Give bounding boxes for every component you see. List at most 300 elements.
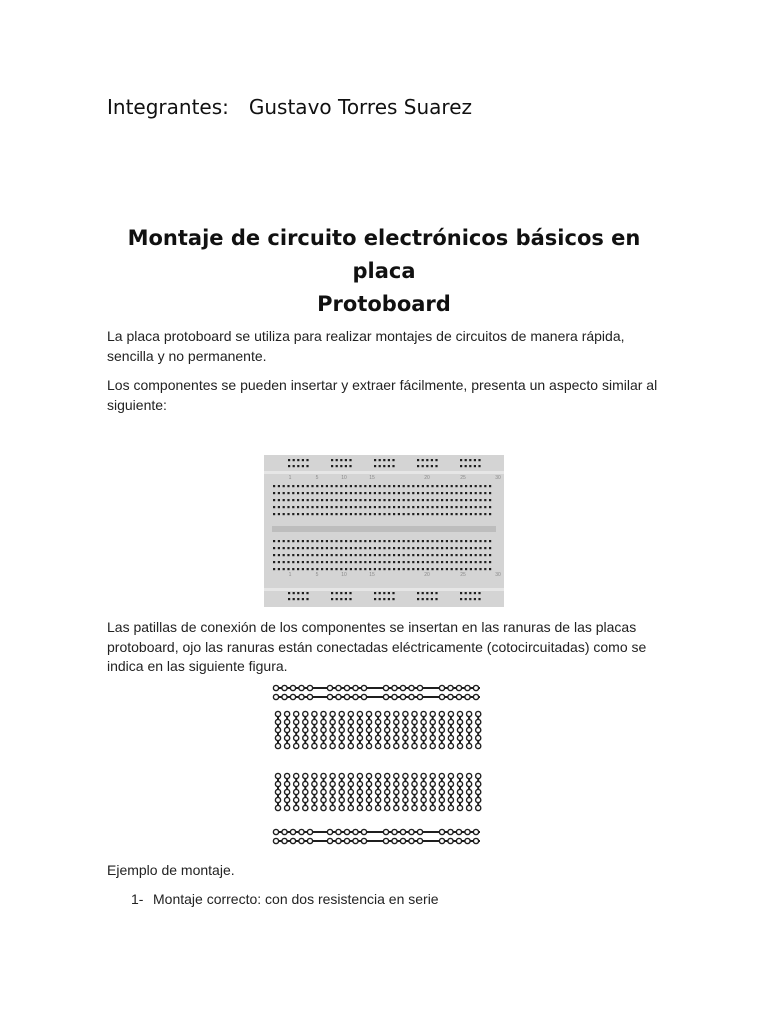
rail-node — [392, 829, 397, 834]
column-node — [394, 719, 399, 724]
column-node — [330, 797, 335, 802]
rail-node — [273, 838, 278, 843]
rail-node — [290, 685, 295, 690]
column-label: 25 — [460, 475, 466, 481]
column-node — [275, 735, 280, 740]
column-node — [330, 711, 335, 716]
terminal-hole — [335, 568, 337, 570]
column-node — [312, 727, 317, 732]
terminal-hole — [479, 492, 481, 494]
list-item-text: Montaje correcto: con dos resistencia en serie — [153, 891, 439, 907]
terminal-hole — [273, 492, 275, 494]
column-node — [430, 719, 435, 724]
column-node — [321, 789, 326, 794]
terminal-hole — [316, 568, 318, 570]
rail-node — [465, 694, 470, 699]
column-node — [348, 735, 353, 740]
rail-node — [456, 838, 461, 843]
column-node — [421, 743, 426, 748]
terminal-hole — [331, 513, 333, 515]
rail-node — [353, 829, 358, 834]
terminal-hole — [379, 568, 381, 570]
terminal-hole — [331, 540, 333, 542]
terminal-hole — [273, 485, 275, 487]
terminal-hole — [451, 492, 453, 494]
terminal-hole — [369, 513, 371, 515]
column-node — [303, 719, 308, 724]
terminal-hole — [484, 513, 486, 515]
column-node — [376, 735, 381, 740]
terminal-hole — [364, 485, 366, 487]
terminal-hole — [278, 540, 280, 542]
rail-hole — [383, 592, 385, 594]
column-node — [421, 773, 426, 778]
rail-hole — [293, 598, 295, 600]
column-node — [294, 727, 299, 732]
rail-hole — [460, 598, 462, 600]
rail-hole — [388, 465, 390, 467]
column-node — [357, 805, 362, 810]
column-label: 30 — [495, 475, 501, 481]
rail-hole — [422, 459, 424, 461]
terminal-hole — [470, 499, 472, 501]
column-node — [439, 781, 444, 786]
rail-hole — [417, 465, 419, 467]
terminal-hole — [359, 492, 361, 494]
terminal-hole — [470, 554, 472, 556]
column-node — [412, 727, 417, 732]
terminal-hole — [460, 540, 462, 542]
column-node — [330, 781, 335, 786]
column-node — [275, 719, 280, 724]
terminal-hole — [431, 492, 433, 494]
rail-hole — [345, 598, 347, 600]
terminal-hole — [431, 540, 433, 542]
terminal-hole — [283, 540, 285, 542]
column-node — [357, 781, 362, 786]
column-node — [366, 743, 371, 748]
column-node — [339, 727, 344, 732]
column-label: 1 — [288, 475, 292, 481]
terminal-hole — [316, 492, 318, 494]
column-node — [376, 743, 381, 748]
rail-node — [448, 694, 453, 699]
terminal-hole — [479, 499, 481, 501]
terminal-hole — [326, 568, 328, 570]
terminal-hole — [441, 485, 443, 487]
column-node — [467, 797, 472, 802]
rail-node — [456, 694, 461, 699]
terminal-hole — [431, 499, 433, 501]
terminal-hole — [292, 513, 294, 515]
terminal-hole — [436, 547, 438, 549]
rail-node — [409, 829, 414, 834]
column-node — [421, 789, 426, 794]
column-node — [275, 727, 280, 732]
terminal-hole — [331, 561, 333, 563]
terminal-hole — [335, 513, 337, 515]
terminal-hole — [403, 492, 405, 494]
terminal-hole — [340, 547, 342, 549]
rail-hole — [431, 592, 433, 594]
terminal-hole — [412, 568, 414, 570]
rail-hole — [379, 465, 381, 467]
terminal-hole — [475, 540, 477, 542]
terminal-hole — [398, 561, 400, 563]
terminal-hole — [292, 561, 294, 563]
terminal-hole — [340, 540, 342, 542]
terminal-hole — [350, 561, 352, 563]
terminal-hole — [374, 540, 376, 542]
column-node — [430, 727, 435, 732]
column-node — [312, 797, 317, 802]
terminal-hole — [321, 554, 323, 556]
terminal-hole — [383, 547, 385, 549]
rail-hole — [469, 592, 471, 594]
rail-node — [456, 685, 461, 690]
column-node — [439, 735, 444, 740]
terminal-hole — [489, 540, 491, 542]
terminal-hole — [283, 554, 285, 556]
column-node — [476, 727, 481, 732]
rail-node — [439, 838, 444, 843]
rail-node — [353, 685, 358, 690]
rail-node — [282, 829, 287, 834]
rail-hole — [431, 598, 433, 600]
terminal-hole — [359, 547, 361, 549]
column-node — [294, 773, 299, 778]
terminal-hole — [326, 513, 328, 515]
terminal-hole — [321, 485, 323, 487]
column-node — [457, 727, 462, 732]
terminal-hole — [460, 513, 462, 515]
column-node — [312, 781, 317, 786]
column-node — [339, 773, 344, 778]
terminal-hole — [479, 554, 481, 556]
column-node — [294, 805, 299, 810]
terminal-hole — [321, 506, 323, 508]
column-label: 10 — [341, 572, 347, 578]
column-node — [403, 797, 408, 802]
rail-hole — [478, 459, 480, 461]
terminal-hole — [278, 554, 280, 556]
column-node — [330, 735, 335, 740]
rail-hole — [426, 592, 428, 594]
column-node — [385, 805, 390, 810]
terminal-hole — [379, 540, 381, 542]
column-node — [285, 743, 290, 748]
column-node — [403, 781, 408, 786]
components-paragraph: Los componentes se pueden insertar y extraer fácilmente, presenta un aspecto similar al siguiente: — [107, 377, 658, 413]
terminal-hole — [465, 547, 467, 549]
terminal-hole — [479, 506, 481, 508]
column-node — [430, 711, 435, 716]
column-node — [376, 805, 381, 810]
terminal-hole — [278, 506, 280, 508]
terminal-hole — [489, 547, 491, 549]
terminal-hole — [287, 513, 289, 515]
terminal-hole — [431, 547, 433, 549]
terminal-hole — [465, 499, 467, 501]
terminal-hole — [287, 561, 289, 563]
column-node — [321, 735, 326, 740]
terminal-hole — [287, 506, 289, 508]
column-node — [321, 743, 326, 748]
rail-hole — [288, 598, 290, 600]
terminal-hole — [388, 513, 390, 515]
column-node — [376, 719, 381, 724]
column-node — [366, 773, 371, 778]
column-node — [448, 743, 453, 748]
rail-node — [290, 694, 295, 699]
column-node — [467, 743, 472, 748]
rail-node — [290, 829, 295, 834]
rail-hole — [417, 598, 419, 600]
terminal-hole — [302, 568, 304, 570]
rail-node — [473, 838, 478, 843]
terminal-hole — [393, 485, 395, 487]
column-node — [366, 789, 371, 794]
rail-node — [392, 838, 397, 843]
terminal-hole — [484, 547, 486, 549]
column-node — [294, 735, 299, 740]
terminal-hole — [359, 506, 361, 508]
rail-node — [307, 694, 312, 699]
rail-node — [282, 685, 287, 690]
terminal-hole — [422, 492, 424, 494]
column-node — [385, 719, 390, 724]
connection-strips — [273, 685, 480, 843]
rail-hole — [349, 459, 351, 461]
terminal-hole — [403, 485, 405, 487]
terminal-hole — [311, 513, 313, 515]
column-node — [303, 711, 308, 716]
column-node — [285, 719, 290, 724]
column-node — [412, 711, 417, 716]
column-node — [275, 805, 280, 810]
terminal-hole — [436, 506, 438, 508]
terminal-hole — [422, 506, 424, 508]
column-node — [321, 781, 326, 786]
terminal-hole — [355, 568, 357, 570]
terminal-hole — [388, 540, 390, 542]
column-node — [321, 797, 326, 802]
column-node — [476, 781, 481, 786]
rail-hole — [465, 598, 467, 600]
terminal-hole — [302, 513, 304, 515]
terminal-hole — [359, 540, 361, 542]
column-node — [430, 781, 435, 786]
terminal-hole — [398, 568, 400, 570]
terminal-hole — [417, 513, 419, 515]
column-node — [421, 805, 426, 810]
terminal-hole — [350, 485, 352, 487]
terminal-hole — [441, 499, 443, 501]
terminal-hole — [475, 513, 477, 515]
rail-node — [299, 685, 304, 690]
rail-hole — [345, 592, 347, 594]
terminal-hole — [316, 547, 318, 549]
column-node — [303, 735, 308, 740]
terminal-hole — [407, 499, 409, 501]
column-node — [467, 789, 472, 794]
rail-hole — [392, 459, 394, 461]
terminal-hole — [484, 492, 486, 494]
terminal-hole — [326, 561, 328, 563]
rail-hole — [331, 465, 333, 467]
terminal-hole — [393, 540, 395, 542]
terminal-hole — [388, 492, 390, 494]
terminal-hole — [379, 485, 381, 487]
terminal-hole — [335, 554, 337, 556]
terminal-hole — [383, 540, 385, 542]
column-node — [457, 805, 462, 810]
column-node — [457, 781, 462, 786]
column-node — [412, 735, 417, 740]
column-node — [439, 797, 444, 802]
column-node — [385, 743, 390, 748]
rail-node — [344, 694, 349, 699]
terminal-hole — [388, 547, 390, 549]
terminal-hole — [316, 561, 318, 563]
terminal-hole — [479, 485, 481, 487]
column-node — [330, 789, 335, 794]
terminal-hole — [460, 554, 462, 556]
column-label: 25 — [460, 572, 466, 578]
rail-node — [392, 694, 397, 699]
column-node — [339, 805, 344, 810]
column-node — [303, 773, 308, 778]
column-node — [439, 711, 444, 716]
rail-hole — [336, 592, 338, 594]
terminal-hole — [484, 554, 486, 556]
terminal-hole — [307, 499, 309, 501]
terminal-hole — [436, 492, 438, 494]
rail-node — [409, 838, 414, 843]
column-node — [448, 719, 453, 724]
terminal-hole — [278, 492, 280, 494]
terminal-hole — [403, 554, 405, 556]
column-node — [285, 711, 290, 716]
column-node — [294, 781, 299, 786]
column-node — [476, 773, 481, 778]
terminal-hole — [297, 506, 299, 508]
column-node — [421, 719, 426, 724]
terminal-hole — [379, 492, 381, 494]
column-node — [412, 781, 417, 786]
column-node — [330, 727, 335, 732]
column-node — [394, 789, 399, 794]
rail-node — [473, 694, 478, 699]
column-node — [366, 797, 371, 802]
column-node — [321, 727, 326, 732]
column-node — [330, 743, 335, 748]
rail-node — [448, 829, 453, 834]
terminal-hole — [297, 547, 299, 549]
terminal-hole — [283, 492, 285, 494]
terminal-hole — [345, 554, 347, 556]
terminal-hole — [465, 492, 467, 494]
column-node — [366, 735, 371, 740]
terminal-hole — [326, 547, 328, 549]
terminal-hole — [321, 547, 323, 549]
terminal-hole — [407, 492, 409, 494]
terminal-hole — [340, 506, 342, 508]
terminal-hole — [412, 513, 414, 515]
terminal-hole — [470, 492, 472, 494]
terminal-hole — [436, 561, 438, 563]
terminal-hole — [359, 485, 361, 487]
terminal-hole — [335, 561, 337, 563]
column-node — [421, 797, 426, 802]
rail-hole — [426, 465, 428, 467]
rail-hole — [435, 465, 437, 467]
rail-hole — [388, 592, 390, 594]
column-node — [303, 805, 308, 810]
terminal-hole — [427, 540, 429, 542]
terminal-hole — [350, 492, 352, 494]
terminal-hole — [427, 499, 429, 501]
rail-node — [417, 694, 422, 699]
terminal-hole — [484, 561, 486, 563]
connection-diagram — [272, 684, 486, 850]
column-node — [312, 789, 317, 794]
terminal-hole — [436, 540, 438, 542]
column-node — [394, 797, 399, 802]
rail-node — [417, 838, 422, 843]
rail-node — [383, 685, 388, 690]
terminal-hole — [321, 499, 323, 501]
terminal-hole — [345, 506, 347, 508]
terminal-hole — [446, 540, 448, 542]
terminal-hole — [335, 492, 337, 494]
terminal-hole — [350, 513, 352, 515]
column-node — [275, 743, 280, 748]
terminal-hole — [355, 561, 357, 563]
terminal-hole — [331, 499, 333, 501]
terminal-hole — [470, 506, 472, 508]
terminal-hole — [417, 540, 419, 542]
column-node — [412, 719, 417, 724]
terminal-hole — [407, 540, 409, 542]
terminal-hole — [489, 499, 491, 501]
rail-node — [409, 685, 414, 690]
rail-hole — [340, 465, 342, 467]
rail-node — [417, 829, 422, 834]
rail-hole — [336, 465, 338, 467]
column-node — [412, 805, 417, 810]
terminal-hole — [460, 547, 462, 549]
rail-hole — [306, 459, 308, 461]
column-node — [476, 719, 481, 724]
terminal-hole — [403, 499, 405, 501]
terminal-hole — [355, 554, 357, 556]
terminal-hole — [489, 513, 491, 515]
column-node — [285, 789, 290, 794]
terminal-hole — [427, 561, 429, 563]
terminal-hole — [427, 568, 429, 570]
rail-hole — [383, 465, 385, 467]
rail-node — [439, 685, 444, 690]
rail-hole — [435, 598, 437, 600]
terminal-hole — [451, 499, 453, 501]
column-node — [430, 805, 435, 810]
column-label: 20 — [424, 572, 430, 578]
rail-node — [273, 694, 278, 699]
terminal-hole — [307, 561, 309, 563]
terminal-hole — [479, 547, 481, 549]
connections-paragraph: Las patillas de conexión de los componentes se insertan en las ranuras de las placas protoboard, ojo las ranuras están conectadas eléctricamente (cotocircuitadas) como se indica en las siguiente figura. — [107, 619, 647, 674]
